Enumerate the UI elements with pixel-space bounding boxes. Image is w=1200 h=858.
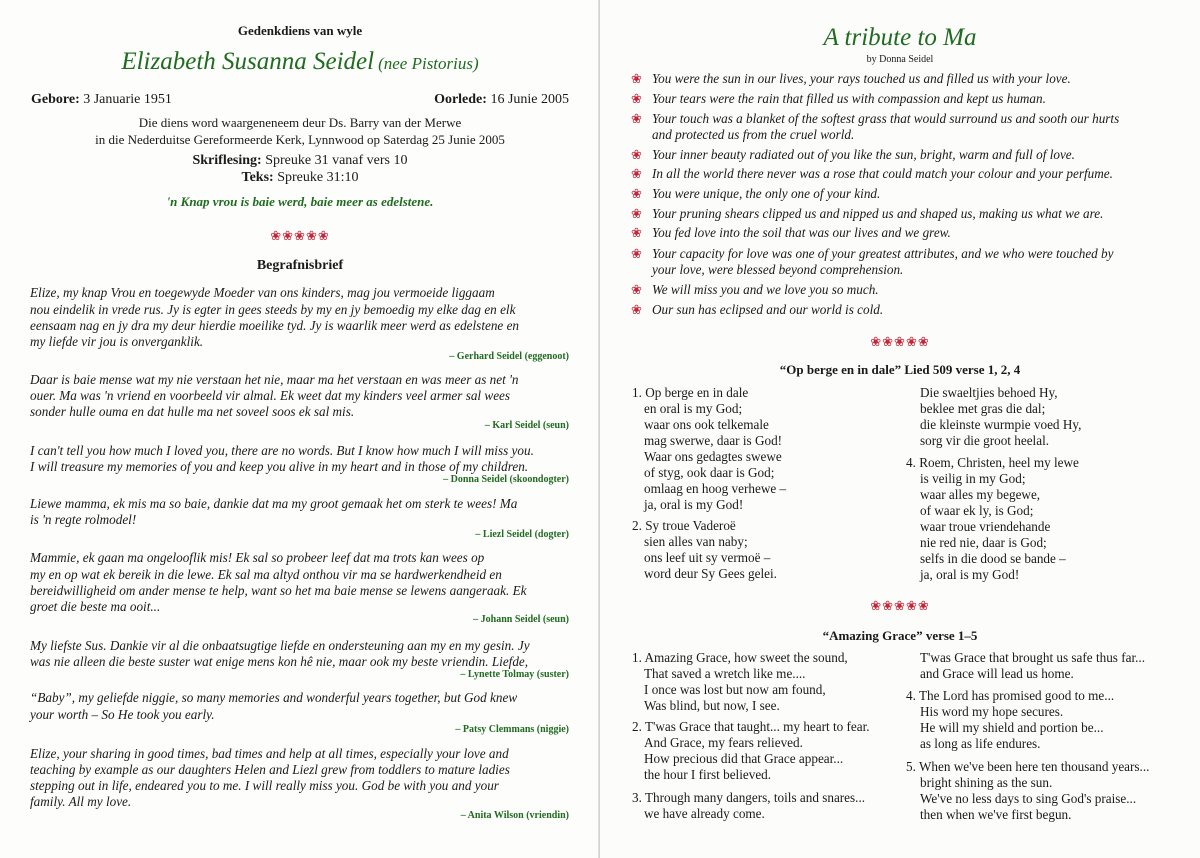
hymn-2-col-1-line-1: 1. Amazing Grace, how sweet the sound, <box>632 650 848 665</box>
flower-divider-right-2: ❀❀❀❀❀ <box>870 598 930 613</box>
hymn-2-col-1-line-10: we have already come. <box>644 806 765 821</box>
service-line-2: in die Nederduitse Gereformeerde Kerk, Lynnwood op Saterdag 25 Junie 2005 <box>95 132 505 147</box>
tribute-6-line-2: was nie alleen die beste suster wat enige mens kon hê nie, maar ook my beste vriendin. Liefde, <box>30 654 529 669</box>
flower-bullet-icon: ❀ <box>631 71 642 86</box>
flower-bullet-icon: ❀ <box>631 282 642 297</box>
hymn-2-col-2-line-4: His word my hope secures. <box>920 704 1064 719</box>
tribute-8-author: – Anita Wilson (vriendin) <box>460 810 569 821</box>
poem-line-10: We will miss you and we love you so much. <box>652 282 879 297</box>
poem-line-3a: Your touch was a blanket of the softest grass that would surround us and sooth our hurts <box>652 111 1120 126</box>
hymn-1-col-2-line-12: ja, oral is my God! <box>920 567 1020 582</box>
hymn-1-col-1-line-6: of styg, ook daar is God; <box>644 465 775 480</box>
tribute-5-author: – Johann Seidel (seun) <box>473 614 569 625</box>
hymn-2-col-2-line-6: as long as life endures. <box>920 736 1041 751</box>
tribute-2-line-2: ouer. Ma was 'n vriend en voorbeeld vir almal. Ek weet dat my kinders veel armer sal wees <box>30 388 511 403</box>
tribute-8-line-4: family. All my love. <box>30 794 132 809</box>
hymn-1-col-1-line-4: mag swerwe, daar is God! <box>644 433 783 448</box>
tribute-byline: by Donna Seidel <box>866 54 934 65</box>
poem-line-2: Your tears were the rain that filled us with compassion and kept us human. <box>652 91 1046 106</box>
tribute-8-line-3: stepping out in life, endeared you to me. I will really miss you. God be with you and your <box>30 778 499 793</box>
hymn-2-col-1-line-8: the hour I first believed. <box>644 767 772 782</box>
flower-divider: ❀❀❀❀❀ <box>270 228 330 243</box>
hymn-2-col-1-line-7: How precious did that Grace appear... <box>644 751 844 766</box>
hymn-1-col-2-line-7: waar alles my begewe, <box>920 487 1041 502</box>
tribute-title: A tribute to Ma <box>823 24 977 51</box>
hymn-2-col-2-line-5: He will my shield and portion be... <box>920 720 1104 735</box>
memorial-heading: Gedenkdiens van wyle <box>237 23 363 38</box>
tribute-3-author: – Donna Seidel (skoondogter) <box>443 474 569 485</box>
tribute-1-line-2: nou eindelik in vrede rus. Jy is egter in gees steeds by my en jy bemoedig my elke dag en elk <box>30 302 516 317</box>
tribute-2-line-1: Daar is baie mense wat my nie verstaan het nie, maar ma het verstaan en was meer as net 'n <box>30 372 519 387</box>
poem-line-4: Your inner beauty radiated out of you like the sun, bright, warm and full of love. <box>652 147 1075 162</box>
hymn-2-col-1-line-4: Was blind, but now, I see. <box>644 698 780 713</box>
flower-bullet-icon: ❀ <box>631 246 642 261</box>
hymn-1-col-1-line-12: word deur Sy Gees gelei. <box>644 566 777 581</box>
tribute-1-line-4: my liefde vir jou is onverganklik. <box>30 334 204 349</box>
hymn-2-col-2-line-9: We've no less days to sing God's praise... <box>920 791 1137 806</box>
birth-value: 3 Januarie 1951 <box>83 92 172 107</box>
sermon-text <box>0 170 600 186</box>
tribute-6-line-1: My liefste Sus. Dankie vir al die onbaatsugtige liefde en ondersteuning aan my en my gesin. Jy <box>30 638 530 653</box>
deceased-name-main: Elizabeth Susanna Seidel <box>121 48 375 75</box>
death-date <box>434 92 569 108</box>
hymn-1-col-1-line-10: sien alles van naby; <box>644 534 748 549</box>
proverb-quote: 'n Knap vrou is baie werd, baie meer as edelstene. <box>166 194 434 209</box>
tribute-2-line-3: sonder hulle ouma en dat hulle ma net soveel soos ek sal mis. <box>30 404 355 419</box>
flower-bullet-icon: ❀ <box>631 225 642 240</box>
hymn-1-col-2-line-6: is veilig in my God; <box>920 471 1026 486</box>
hymn-2-col-2-line-7: 5. When we've been here ten thousand years... <box>906 759 1150 774</box>
tribute-5-line-1: Mammie, ek gaan ma ongelooflik mis! Ek sal so probeer leef dat ma trots kan wees op <box>30 550 485 565</box>
poem-line-9a: Your capacity for love was one of your greatest attributes, and we who were touched by <box>652 246 1114 261</box>
tribute-8-line-1: Elize, your sharing in good times, bad times and help at all times, especially your love and <box>30 746 509 761</box>
poem-line-6: You were unique, the only one of your kind. <box>652 186 881 201</box>
hymn-1-col-2-line-2: beklee met gras die dal; <box>920 401 1046 416</box>
flower-bullet-icon: ❀ <box>631 147 642 162</box>
hymn-2-col-2-line-10: then when we've first begun. <box>920 807 1072 822</box>
hymn-1-col-1-line-7: omlaag en hoog verhewe – <box>644 481 787 496</box>
hymn-1-col-2-line-10: nie red nie, daar is God; <box>920 535 1047 550</box>
death-value: 16 Junie 2005 <box>490 92 569 107</box>
poem-line-9b: your love, were blessed beyond comprehension. <box>652 262 904 277</box>
hymn-2-col-2-line-2: and Grace will lead us home. <box>920 666 1074 681</box>
letter-heading: Begrafnisbrief <box>256 258 344 273</box>
hymn-2-col-1-line-6: And Grace, my fears relieved. <box>644 735 803 750</box>
hymn-2-col-2-line-3: 4. The Lord has promised good to me... <box>906 688 1115 703</box>
tribute-4-line-1: Liewe mamma, ek mis ma so baie, dankie dat ma my groot gemaak het om sterk te wees! Ma <box>30 496 518 511</box>
deceased-name-suffix: (nee Pistorius) <box>378 54 479 73</box>
scripture-reading <box>0 153 600 169</box>
poem-line-1: You were the sun in our lives, your rays touched us and filled us with your love. <box>652 71 1071 86</box>
flower-bullet-icon: ❀ <box>631 166 642 181</box>
hymn-1-col-2-line-3: die kleinste wurmpie voed Hy, <box>920 417 1082 432</box>
hymn-1-col-2-line-5: 4. Roem, Christen, heel my lewe <box>906 455 1079 470</box>
hymn-1-title: “Op berge en in dale” Lied 509 verse 1, 2, 4 <box>779 362 1021 377</box>
hymn-1-col-2-line-1: Die swaeltjies behoed Hy, <box>920 385 1058 400</box>
poem-line-3b: and protected us from the cruel world. <box>652 127 855 142</box>
hymn-1-col-1-line-2: en oral is my God; <box>644 401 743 416</box>
tribute-1-author: – Gerhard Seidel (eggenoot) <box>449 351 569 362</box>
hymn-1-col-2-line-4: sorg vir die groot heelal. <box>920 433 1050 448</box>
tribute-4-line-2: is 'n regte rolmodel! <box>30 512 137 527</box>
hymn-1-col-2-line-8: of waar ek ly, is God; <box>920 503 1034 518</box>
hymn-1-col-2-line-11: selfs in die dood se bande – <box>920 551 1066 566</box>
tribute-1-line-3: eensaam nag en jy dra my deur hierdie moeilike tyd. Jy is waarlik meer werd as edelstene en <box>30 318 520 333</box>
hymn-2-col-1-line-3: I once was lost but now am found, <box>644 682 826 697</box>
flower-bullet-icon: ❀ <box>631 91 642 106</box>
deceased-name <box>0 48 600 76</box>
text-label: Teks: <box>241 170 274 185</box>
reading-value: Spreuke 31 vanaf vers 10 <box>265 153 408 168</box>
hymn-1-col-1-line-8: ja, oral is my God! <box>644 497 744 512</box>
poem-line-8: You fed love into the soil that was our lives and we grew. <box>652 225 951 240</box>
hymn-2-col-2-line-8: bright shining as the sun. <box>920 775 1053 790</box>
tribute-1-line-1: Elize, my knap Vrou en toegewyde Moeder van ons kinders, mag jou vermoeide liggaam <box>30 285 495 300</box>
tribute-5-line-4: groet die beste ma ooit... <box>30 599 161 614</box>
poem-line-7: Your pruning shears clipped us and nipped us and shaped us, making us what we are. <box>652 206 1104 221</box>
hymn-1-col-1-line-1: 1. Op berge en in dale <box>632 385 749 400</box>
hymn-2-col-1-line-2: That saved a wretch like me.... <box>644 666 806 681</box>
hymn-2-col-1-line-5: 2. T'was Grace that taught... my heart to fear. <box>632 719 870 734</box>
service-line-1: Die diens word waargeneneem deur Ds. Barry van der Merwe <box>138 115 462 130</box>
flower-bullet-icon: ❀ <box>631 186 642 201</box>
tribute-6-author: – Lynette Tolmay (suster) <box>460 669 569 680</box>
tribute-7-author: – Patsy Clemmans (niggie) <box>455 724 569 735</box>
tribute-5-line-2: my en op wat ek bereik in die lewe. Ek sal ma altyd onthou vir ma se hardwerkendheid en <box>30 567 502 582</box>
tribute-4-author: – Liezl Seidel (dogter) <box>475 529 569 540</box>
tribute-3-line-2: I will treasure my memories of you and keep you alive in my heart and in those of my children. <box>30 459 529 474</box>
poem-line-11: Our sun has eclipsed and our world is cold. <box>652 302 884 317</box>
tribute-8-line-2: teaching by example as our daughters Helen and Liezl grew from toddlers to mature ladies <box>30 762 510 777</box>
hymn-1-col-2-line-9: waar troue vriendehande <box>920 519 1051 534</box>
tribute-2-author: – Karl Seidel (seun) <box>484 420 569 431</box>
death-label: Oorlede: <box>434 92 487 107</box>
poem-line-5: In all the world there never was a rose that could match your colour and your perfume. <box>652 166 1113 181</box>
flower-bullet-icon: ❀ <box>631 302 642 317</box>
flower-divider-right-1: ❀❀❀❀❀ <box>870 334 930 349</box>
hymn-1-col-1-line-3: waar ons ook telkemale <box>644 417 769 432</box>
tribute-5-line-3: bereidwilligheid om ander mense te help, want so het ma baie mense se lewens aangeraak. Ek <box>30 583 527 598</box>
birth-date <box>31 92 172 108</box>
birth-label: Gebore: <box>31 92 80 107</box>
text-value: Spreuke 31:10 <box>277 170 359 185</box>
tribute-3-line-1: I can't tell you how much I loved you, there are no words. But I know how much I will miss you. <box>30 443 534 458</box>
hymn-1-col-1-line-9: 2. Sy troue Vaderoë <box>632 518 736 533</box>
hymn-1-col-1-line-11: ons leef uit sy vermoë – <box>644 550 771 565</box>
flower-bullet-icon: ❀ <box>631 206 642 221</box>
reading-label: Skriflesing: <box>192 153 262 168</box>
hymn-2-col-1-line-9: 3. Through many dangers, toils and snares... <box>632 790 866 805</box>
flower-bullet-icon: ❀ <box>631 111 642 126</box>
hymn-2-col-2-line-1: T'was Grace that brought us safe thus far... <box>920 650 1146 665</box>
tribute-7-line-2: your worth – So He took you early. <box>30 707 215 722</box>
hymn-1-col-1-line-5: Waar ons gedagtes swewe <box>644 449 782 464</box>
tribute-7-line-1: “Baby”, my geliefde niggie, so many memories and wonderful years together, but God knew <box>30 690 518 705</box>
hymn-2-title: “Amazing Grace” verse 1–5 <box>822 628 978 643</box>
